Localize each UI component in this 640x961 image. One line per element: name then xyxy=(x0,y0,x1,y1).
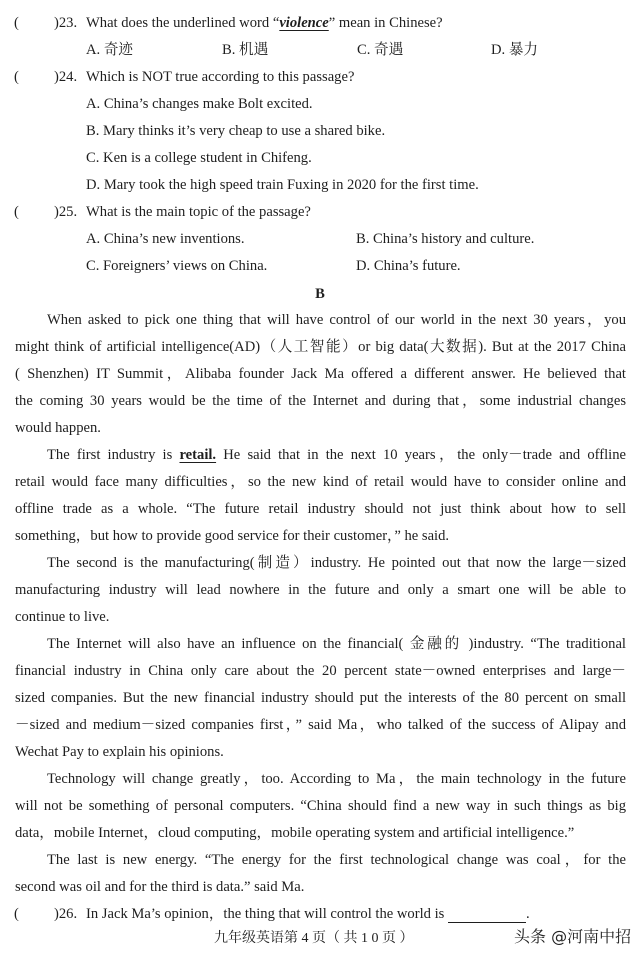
stem-text: In Jack Ma’s opinion，the thing that will control the world is xyxy=(86,906,445,922)
question-number: )26. xyxy=(54,906,78,922)
paragraph-line: retail would face many difficulties，so the new kind of retail would have to consider online and xyxy=(15,474,626,490)
paragraph-line: －sized and medium－sized companies first，” said Ma，who talked of the success of Alipay and xyxy=(15,717,626,733)
question-stem: Which is NOT true according to this passage? xyxy=(86,69,355,85)
paragraph-line: offline trade as a whole. “The future retail industry should not just think about how to sell xyxy=(15,501,626,517)
question-number: )24. xyxy=(54,69,78,85)
paragraph-line: data，mobile Internet，cloud computing，mobile operating system and artificial intelligence.” xyxy=(15,825,575,841)
paragraph-line: manufacturing industry will lead nowhere in the future and only a smart one will be able to xyxy=(15,582,626,598)
option-c: C. 奇遇 xyxy=(357,42,404,58)
stem-post: ” mean in Chinese? xyxy=(328,15,443,31)
page-footer: 九年级英语第 4 页（ 共 1 0 页 ） xyxy=(214,931,414,946)
paragraph-line: the coming 30 years would be the time of the Internet and during that，some industrial changes xyxy=(15,393,626,409)
paragraph-line: will not be something of personal computers. “China should find a new way in such things as big xyxy=(15,798,626,814)
paragraph-line: second was oil and for the third is data.” said Ma. xyxy=(15,879,305,895)
option-b: B. Mary thinks it’s very cheap to use a shared bike. xyxy=(86,123,386,139)
question-number: )25. xyxy=(54,204,78,220)
option-a: A. China’s changes make Bolt excited. xyxy=(86,96,313,112)
paragraph-line: Technology will change greatly，too. According to Ma，the main technology in the future xyxy=(47,771,626,787)
option-d: D. 暴力 xyxy=(491,42,539,58)
paragraph-line xyxy=(47,446,626,464)
question-stem xyxy=(86,905,530,923)
answer-paren[interactable]: ( xyxy=(14,906,19,922)
option-d: D. China’s future. xyxy=(356,258,461,274)
question-stem xyxy=(86,14,443,32)
stem-end: . xyxy=(525,906,530,922)
question-number: )23. xyxy=(54,15,78,31)
paragraph-line: When asked to pick one thing that will have control of our world in the next 30 years，you xyxy=(47,312,626,328)
text-run: The first industry is xyxy=(47,447,180,463)
option-a: A. 奇迹 xyxy=(86,42,134,58)
answer-paren[interactable]: ( xyxy=(14,69,19,85)
option-b: B. 机遇 xyxy=(222,42,269,58)
section-title: B xyxy=(315,286,325,302)
answer-blank[interactable] xyxy=(448,908,526,923)
question-stem: What is the main topic of the passage? xyxy=(86,204,311,220)
paragraph-line: The Internet will also have an influence on the financial( 金融的 )industry. “The traditional xyxy=(47,636,626,652)
answer-paren[interactable]: ( xyxy=(14,204,19,220)
stem-pre: What does the underlined word “ xyxy=(86,15,280,31)
paragraph-line: sized companies. But the new financial industry should put the interests of the 80 percent on small xyxy=(15,690,626,706)
option-c: C. Ken is a college student in Chifeng. xyxy=(86,150,312,166)
watermark: 头条 @河南中招 xyxy=(514,927,632,946)
paragraph-line: might think of artificial intelligence(AD)（人工智能）or big data(大数据). But at the 2017 China xyxy=(15,339,626,355)
underlined-word: retail. xyxy=(179,447,217,463)
paragraph-line: continue to live. xyxy=(15,609,110,625)
paragraph-line: ( Shenzhen) IT Summit，Alibaba founder Jack Ma offered a different answer. He believed that xyxy=(15,366,626,382)
answer-paren[interactable]: ( xyxy=(14,15,19,31)
paragraph-line: financial industry in China only care about the 20 percent state－owned enterprises and large－ xyxy=(15,663,626,679)
option-a: A. China’s new inventions. xyxy=(86,231,245,247)
paragraph-line: Wechat Pay to explain his opinions. xyxy=(15,744,224,760)
text-run: He said that in the next 10 years，the only－trade and offline xyxy=(216,447,626,463)
option-b: B. China’s history and culture. xyxy=(356,231,535,247)
paragraph-line: something，but how to provide good service for their customer，” he said. xyxy=(15,528,450,544)
option-d: D. Mary took the high speed train Fuxing in 2020 for the first time. xyxy=(86,177,479,193)
paragraph-line: The last is new energy. “The energy for the first technological change was coal，for the xyxy=(47,852,626,868)
option-c: C. Foreigners’ views on China. xyxy=(86,258,268,274)
paragraph-line: The second is the manufacturing(制造）industry. He pointed out that now the large－sized xyxy=(47,555,626,571)
underlined-word: violence xyxy=(279,15,329,31)
paragraph-line: would happen. xyxy=(15,420,101,436)
